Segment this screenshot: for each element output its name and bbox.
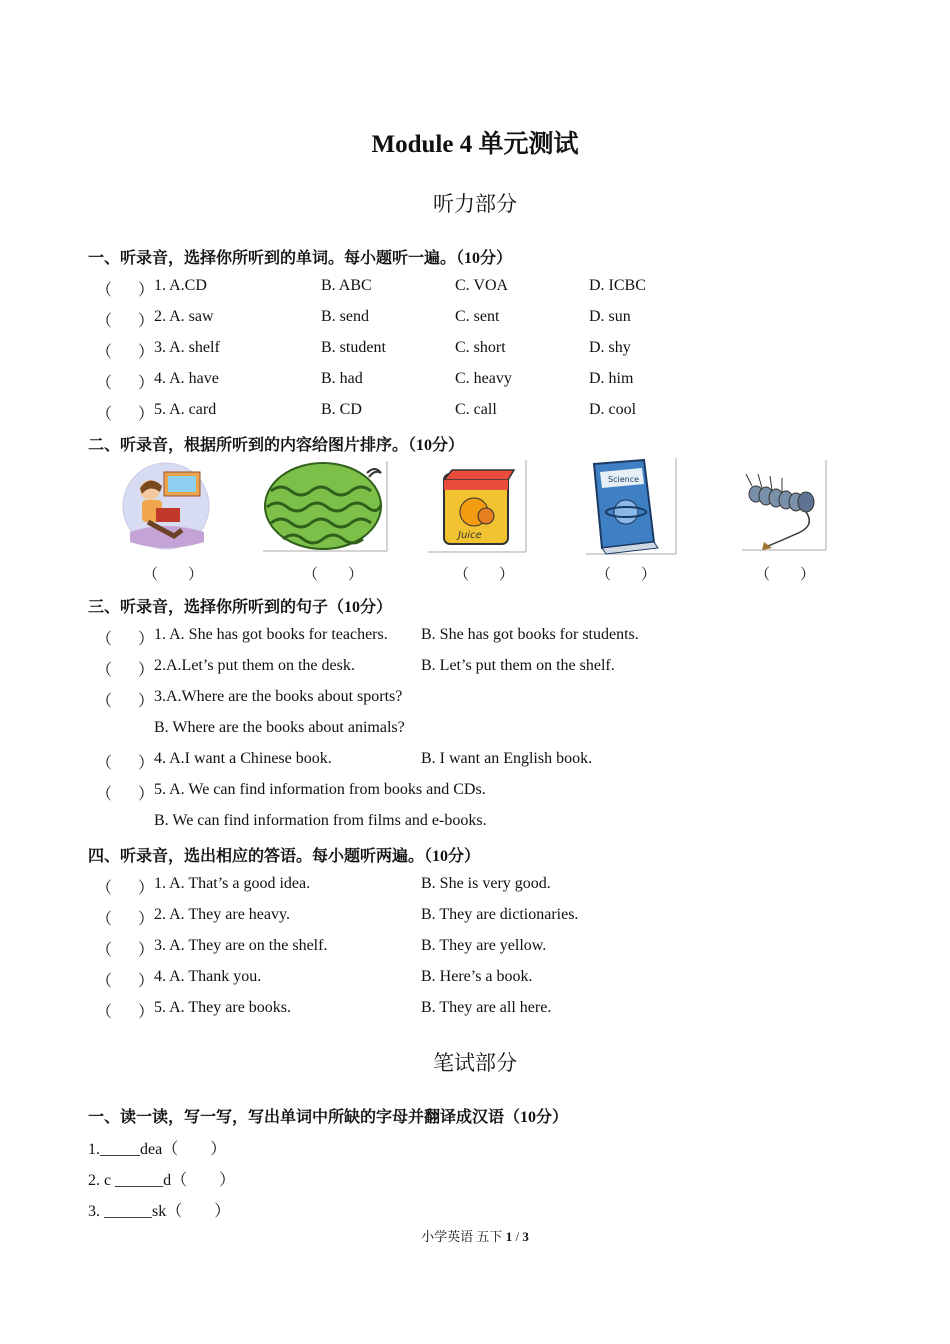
answer-paren-close: ） <box>138 693 155 710</box>
book-label: Science <box>608 475 640 484</box>
option-c: C. VOA <box>455 277 509 294</box>
juice-box-icon <box>428 460 528 554</box>
option-a: 3.A.Where are the books about sports? <box>154 688 403 705</box>
option-b: B. They are yellow. <box>421 937 547 954</box>
option-c: C. heavy <box>455 370 512 387</box>
answer-paren-open: （ <box>96 942 113 959</box>
option-a: 5. A. We can find information from books and CDs. <box>154 781 486 798</box>
fill-in-item: 1._____dea（ ） <box>88 1141 227 1158</box>
answer-paren-close: ） <box>138 911 155 928</box>
answer-paren-close: ） <box>138 880 155 897</box>
option-b: B. student <box>321 339 386 356</box>
option-d: D. ICBC <box>589 277 646 294</box>
option-a: 3. A. shelf <box>154 339 220 356</box>
option-a: 4. A. Thank you. <box>154 968 262 985</box>
option-c: C. short <box>455 339 506 356</box>
listening-section-title: 听力部分 <box>433 192 517 216</box>
answer-paren-close: ） <box>138 375 155 392</box>
option-b: B. had <box>321 370 363 387</box>
picture-answer-blank: （ ） <box>303 567 364 583</box>
page-footer <box>0 1226 950 1245</box>
option-a: 5. A. card <box>154 401 217 418</box>
option-a: 4. A.I want a Chinese book. <box>154 750 332 767</box>
option-b: B. send <box>321 308 369 325</box>
option-b: B. They are all here. <box>421 999 552 1016</box>
option-b: B. Let’s put them on the shelf. <box>421 657 615 674</box>
fill-in-item: 2. c ______d（ ） <box>88 1172 236 1189</box>
option-b: B. She has got books for students. <box>421 626 639 643</box>
picture-answer-blank: （ ） <box>143 567 204 583</box>
picture-answer-blank: （ ） <box>755 567 816 583</box>
answer-paren-close: ） <box>138 786 155 803</box>
answer-paren-open: （ <box>96 911 113 928</box>
answer-paren-close: ） <box>138 1004 155 1021</box>
answer-paren-close: ） <box>138 755 155 772</box>
picture-answer-blank: （ ） <box>454 567 515 583</box>
answer-paren-open: （ <box>96 880 113 897</box>
answer-paren-open: （ <box>96 406 113 423</box>
answer-paren-open: （ <box>96 1004 113 1021</box>
answer-paren-close: ） <box>138 313 155 330</box>
option-a: 1. A. She has got books for teachers. <box>154 626 388 643</box>
option-b: B. ABC <box>321 277 372 294</box>
answer-paren-close: ） <box>138 973 155 990</box>
footer-page-total: 3 <box>522 1229 529 1244</box>
option-a: 4. A. have <box>154 370 219 387</box>
option-d: D. shy <box>589 339 631 356</box>
option-d: D. cool <box>589 401 637 418</box>
part2-heading: 二、听录音，根据所听到的内容给图片排序。（10分） <box>88 437 465 454</box>
option-c: C. sent <box>455 308 500 325</box>
footer-subject: 小学英语 五下 <box>421 1229 506 1244</box>
option-b: B. We can find information from films and e-books. <box>154 812 487 829</box>
answer-paren-open: （ <box>96 973 113 990</box>
footer-page-number: 1 <box>505 1229 513 1244</box>
juice-label: Juice <box>458 530 482 541</box>
answer-paren-open: （ <box>96 631 113 648</box>
option-a: 3. A. They are on the shelf. <box>154 937 328 954</box>
option-b: B. CD <box>321 401 362 418</box>
answer-paren-open: （ <box>96 344 113 361</box>
answer-paren-open: （ <box>96 662 113 679</box>
answer-paren-open: （ <box>96 313 113 330</box>
girl-reading-icon <box>120 462 212 550</box>
writing1-heading: 一、读一读，写一写，写出单词中所缺的字母并翻译成汉语（10分） <box>88 1109 569 1126</box>
option-b: B. Where are the books about animals? <box>154 719 405 736</box>
answer-paren-open: （ <box>96 282 113 299</box>
option-a: 2.A.Let’s put them on the desk. <box>154 657 355 674</box>
option-d: D. him <box>589 370 634 387</box>
answer-paren-open: （ <box>96 375 113 392</box>
caterpillar-icon <box>742 460 828 552</box>
answer-paren-close: ） <box>138 631 155 648</box>
option-c: C. call <box>455 401 497 418</box>
answer-paren-close: ） <box>138 344 155 361</box>
science-book-icon <box>586 458 678 556</box>
option-d: D. sun <box>589 308 631 325</box>
option-a: 5. A. They are books. <box>154 999 292 1016</box>
option-a: 1. A.CD <box>154 277 207 294</box>
answer-paren-open: （ <box>96 755 113 772</box>
option-b: B. Here’s a book. <box>421 968 533 985</box>
option-a: 2. A. They are heavy. <box>154 906 290 923</box>
option-b: B. They are dictionaries. <box>421 906 579 923</box>
picture-answer-blank: （ ） <box>596 567 657 583</box>
option-b: B. I want an English book. <box>421 750 593 767</box>
answer-paren-close: ） <box>138 662 155 679</box>
part1-heading: 一、听录音，选择你所听到的单词。每小题听一遍。（10分） <box>88 250 513 267</box>
option-b: B. She is very good. <box>421 875 551 892</box>
answer-paren-open: （ <box>96 786 113 803</box>
watermelon-icon <box>263 461 389 553</box>
answer-paren-close: ） <box>138 942 155 959</box>
option-a: 2. A. saw <box>154 308 214 325</box>
writing-section-title: 笔试部分 <box>433 1051 517 1075</box>
part4-heading: 四、听录音，选出相应的答语。每小题听两遍。（10分） <box>88 848 481 865</box>
page-title: Module 4 单元测试 <box>371 131 579 158</box>
option-a: 1. A. That’s a good idea. <box>154 875 311 892</box>
answer-paren-close: ） <box>138 406 155 423</box>
part3-heading: 三、听录音，选择你所听到的句子（10分） <box>88 599 393 616</box>
answer-paren-open: （ <box>96 693 113 710</box>
footer-separator: / <box>512 1229 523 1244</box>
fill-in-item: 3. ______sk（ ） <box>88 1203 231 1220</box>
answer-paren-close: ） <box>138 282 155 299</box>
